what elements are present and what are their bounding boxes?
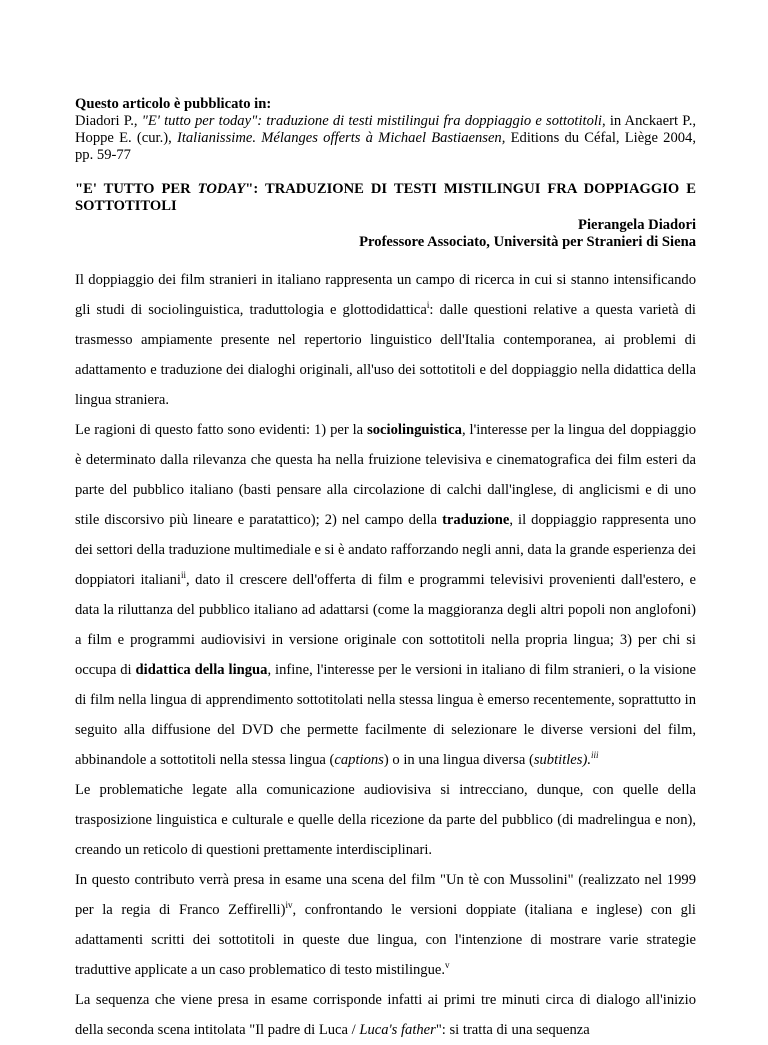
citation-article-title: "E' tutto per today": traduzione di testi mistilingui fra doppiaggio e sottotitoli bbox=[141, 113, 602, 129]
footnote-ref-iv[interactable]: iv bbox=[285, 900, 293, 911]
paragraph-1: Il doppiaggio dei film stranieri in italiano rappresenta un campo di ricerca in cui si stanno intensificando gli studi di sociolinguistica, traduttologia e glottodidattica$^i$: dalle questioni relative a questa varietà di trasmesso ampiamente presente nel repertorio linguistico dell'Italia contemporanea, ai problemi di adattamento e traduzione dei dialoghi originali, all'uso dei sottotitoli e del doppiaggio nella didattica della lingua straniera. bbox=[75, 272, 696, 408]
publication-label: Questo articolo è pubblicato in: bbox=[75, 96, 272, 112]
article-title: "E' TUTTO PER TODAY": TRADUZIONE DI TESTI MISTILINGUI FRA DOPPIAGGIO E SOTTOTITOLI bbox=[75, 181, 696, 214]
author-name: Pierangela Diadori bbox=[578, 217, 696, 233]
citation-book-title: Italianissime. Mélanges offerts à Michael Bastiaensen, bbox=[176, 130, 506, 146]
paragraph-5: La sequenza che viene presa in esame corrisponde infatti ai primi tre minuti circa di dialogo all'inizio della seconda scena intitolata "Il padre di Luca / Luca's father": si tratta di una sequenza bbox=[75, 992, 696, 1038]
footnote-ref-ii[interactable]: ii bbox=[181, 570, 187, 581]
publication-reference bbox=[75, 96, 696, 164]
footnote-ref-v[interactable]: v bbox=[445, 960, 450, 971]
author-affiliation: Professore Associato, Università per Stranieri di Siena bbox=[359, 234, 696, 250]
document-page bbox=[75, 96, 696, 1045]
paragraph-2: Le ragioni di questo fatto sono evidenti: 1) per la sociolinguistica, l'interesse per la lingua del doppiaggio è determinato dalla rilevanza che questa ha nella fruizione televisiva e cinematografica dei film esteri da parte del pubblico italiano (basti pensare alla circolazione di calchi dall'inglese, di anglicismi e di uno stile discorsivo più lineare e paratattico); 2) nel campo della traduzione, il doppiaggio rappresenta uno dei settori della traduzione multimediale e si è andato rafforzando negli anni, data la grande esperienza dei doppiatori italiani$^{ii}$, dato il crescere dell'offerta di film e programmi televisivi provenienti dall'estero, e data la riluttanza del pubblico italiano ad adattarsi (come la maggioranza degli altri popoli non anglofoni) a film e programmi audiovisivi in versione originale con sottotitoli nella propria lingua; 3) per chi si occupa di didattica della lingua, infine, l'interesse per le versioni in italiano di film stranieri, o la visione di film nella lingua di apprendimento sottotitolati nella stessa lingua è emerso recentemente, soprattutto in seguito alla diffusione del DVD che permette facilmente di selezionare le diverse versioni del film, abbinandole a sottotitoli nella stessa lingua (captions) o in una lingua diversa (subtitles).$^{iii}$ bbox=[75, 422, 696, 768]
article-body bbox=[75, 265, 696, 1045]
paragraph-3: Le problematiche legate alla comunicazione audiovisiva si intrecciano, dunque, con quelle della trasposizione linguistica e culturale e quelle della ricezione da parte del pubblico (di madrelingua e non), creando un reticolo di questioni prettamente interdisciplinari. bbox=[75, 782, 696, 858]
publication-citation: Diadori P., "E' tutto per today": traduzione di testi mistilingui fra doppiaggio e sottotitoli, in Anckaert P., Hoppe E. (cur.), Italianissime. Mélanges offerts à Michael Bastiaensen, Editions du Céfal, Liège 2004, pp. 59-77 bbox=[75, 113, 697, 163]
paragraph-4: In questo contributo verrà presa in esame una scena del film "Un tè con Mussolini" (realizzato nel 1999 per la regia di Franco Zeffirelli)$^{iv}$, confrontando le versioni doppiate (italiana e inglese) con gli adattamenti scritti dei sottotitoli in queste due lingua, con l'intenzione di mostrare varie strategie traduttive applicate a un caso problematico di testo mistilingue.$^v$ bbox=[75, 872, 696, 978]
footnote-ref-i[interactable]: i bbox=[426, 300, 430, 311]
footnote-ref-iii[interactable]: iii bbox=[590, 750, 599, 761]
